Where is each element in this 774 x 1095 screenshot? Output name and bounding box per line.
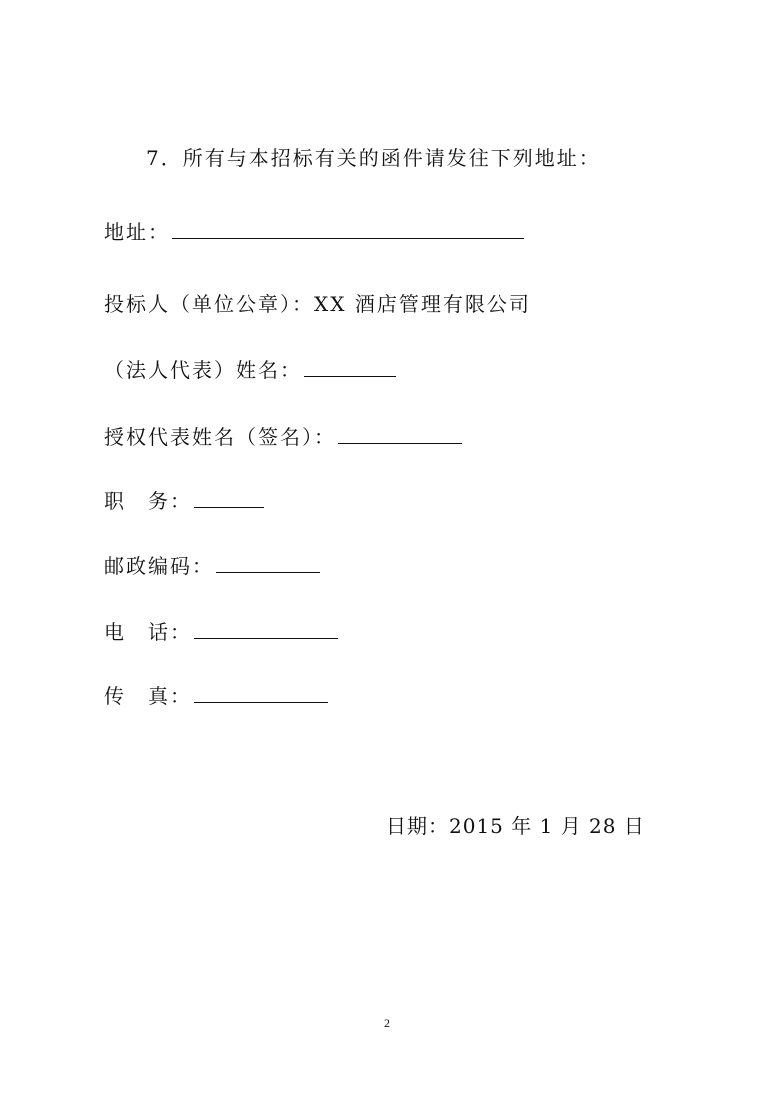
phone-blank-line	[194, 620, 338, 639]
position-row	[104, 489, 264, 513]
legal-rep-label: （法人代表）姓名：	[104, 358, 302, 382]
address-row	[104, 220, 524, 244]
fax-row	[104, 684, 328, 708]
postcode-blank-line	[216, 554, 320, 573]
bidder-row	[104, 292, 531, 316]
postcode-label: 邮政编码：	[104, 554, 214, 578]
date-text: 日期：2015 年 1 月 28 日	[386, 814, 645, 838]
position-label: 职 务：	[104, 489, 192, 513]
bidder-text: 投标人（单位公章）：XX 酒店管理有限公司	[104, 292, 531, 316]
authorized-rep-blank-line	[338, 425, 462, 444]
phone-row	[104, 620, 338, 644]
address-label: 地址：	[104, 220, 170, 244]
legal-rep-blank-line	[304, 358, 396, 377]
fax-label: 传 真：	[104, 684, 192, 708]
phone-label: 电 话：	[104, 620, 192, 644]
authorized-rep-label: 授权代表姓名（签名）：	[104, 425, 336, 449]
postcode-row	[104, 554, 320, 578]
authorized-rep-row	[104, 425, 462, 449]
page-number: 2	[384, 1016, 390, 1030]
date-row	[386, 814, 645, 838]
address-blank-line	[172, 220, 524, 239]
legal-rep-row	[104, 358, 396, 382]
item-7-text: 7．所有与本招标有关的函件请发往下列地址：	[146, 146, 601, 170]
item-7-instruction	[146, 146, 601, 170]
position-blank-line	[194, 489, 264, 508]
fax-blank-line	[194, 684, 328, 703]
